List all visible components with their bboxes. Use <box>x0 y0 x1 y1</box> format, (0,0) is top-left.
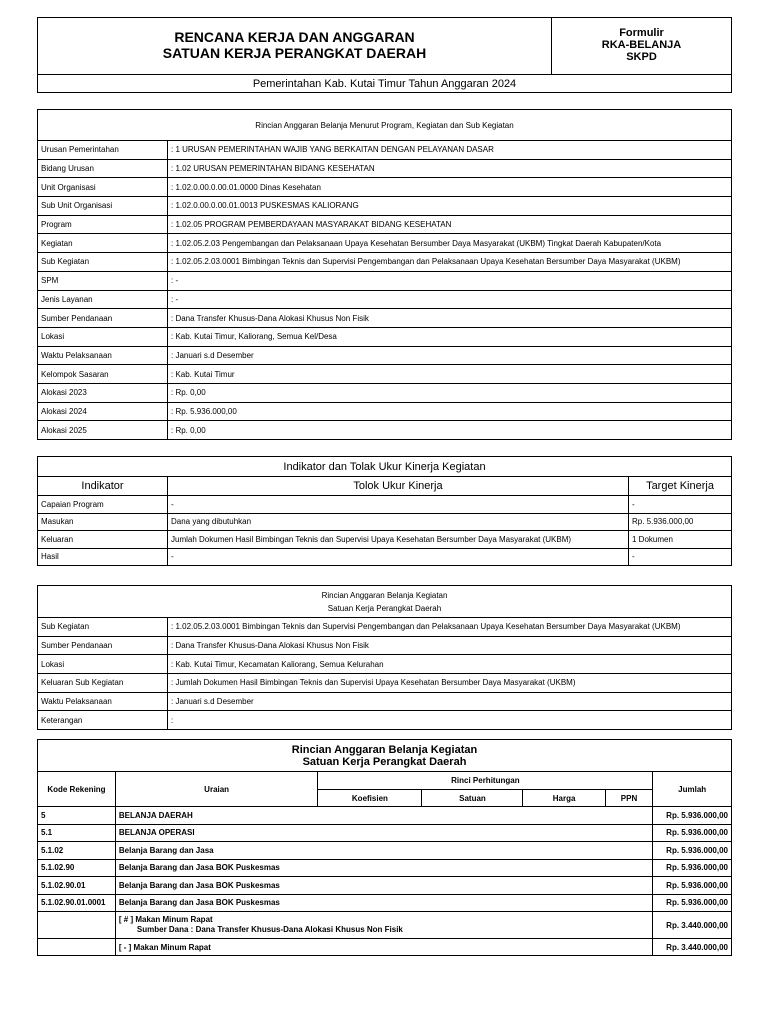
col-satuan: Satuan <box>422 790 523 807</box>
uraian-cell: BELANJA DAERAH <box>115 807 652 825</box>
belanja-row <box>38 877 732 895</box>
uraian-cell: Belanja Barang dan Jasa BOK Puskesmas <box>115 859 652 877</box>
target-cell: - <box>629 548 732 566</box>
rincian-kegiatan-title <box>38 586 732 618</box>
info-label: Lokasi <box>38 655 168 674</box>
jumlah-cell: Rp. 5.936.000,00 <box>653 894 732 912</box>
col-uraian: Uraian <box>115 772 317 807</box>
info-row <box>38 215 732 234</box>
info-value: : Rp. 0,00 <box>168 421 732 440</box>
info-row <box>38 402 732 421</box>
belanja-row <box>38 807 732 825</box>
belanja-row <box>38 859 732 877</box>
info-label: SPM <box>38 271 168 290</box>
kode-rekening-cell: 5.1.02.90.01.0001 <box>38 894 116 912</box>
info-row <box>38 421 732 440</box>
document-subtitle: Pemerintahan Kab. Kutai Timur Tahun Anggaran 2024 <box>38 74 731 93</box>
indikator-row <box>38 513 732 531</box>
belanja-row <box>38 842 732 860</box>
info-value: : 1.02.05 PROGRAM PEMBERDAYAAN MASYARAKAT BIDANG KESEHATAN <box>168 215 732 234</box>
info-value: : Januari s.d Desember <box>168 692 732 711</box>
info-row <box>38 383 732 402</box>
info-row <box>38 711 732 730</box>
rincian-kegiatan-title-line-1: Rincian Anggaran Belanja Kegiatan <box>321 590 448 600</box>
info-value: : 1 URUSAN PEMERINTAHAN WAJIB YANG BERKAITAN DENGAN PELAYANAN DASAR <box>168 141 732 160</box>
uraian-cell: [ - ] Makan Minum Rapat <box>115 939 652 956</box>
info-row <box>38 365 732 384</box>
rincian-program-title: Rincian Anggaran Belanja Menurut Program, Kegiatan dan Sub Kegiatan <box>38 110 732 141</box>
info-label: Jenis Layanan <box>38 290 168 309</box>
info-value: : 1.02.05.2.03.0001 Bimbingan Teknis dan Supervisi Pengembangan dan Pelaksanaan Upaya Kesehatan Bersumber Daya Masyarakat (UKBM) <box>168 618 732 637</box>
target-cell: 1 Dokumen <box>629 531 732 549</box>
info-value: : 1.02 URUSAN PEMERINTAHAN BIDANG KESEHATAN <box>168 159 732 178</box>
target-cell: - <box>629 496 732 514</box>
info-label: Sub Kegiatan <box>38 253 168 272</box>
info-label: Keterangan <box>38 711 168 730</box>
kode-rekening-cell: 5.1.02 <box>38 842 116 860</box>
rincian-kegiatan-title-line-2: Satuan Kerja Perangkat Daerah <box>327 603 442 613</box>
rincian-program-section <box>37 109 732 440</box>
info-label: Lokasi <box>38 327 168 346</box>
indikator-row <box>38 548 732 566</box>
info-value: : 1.02.05.2.03.0001 Bimbingan Teknis dan Supervisi Pengembangan dan Pelaksanaan Upaya Kesehatan Bersumber Daya Masyarakat (UKBM) <box>168 253 732 272</box>
info-value: : Kab. Kutai Timur <box>168 365 732 384</box>
jumlah-cell: Rp. 5.936.000,00 <box>653 824 732 842</box>
indikator-cell: Hasil <box>38 548 168 566</box>
info-value: : 1.02.0.00.0.00.01.0013 PUSKESMAS KALIORANG <box>168 197 732 216</box>
info-row <box>38 290 732 309</box>
col-ppn: PPN <box>605 790 653 807</box>
info-row <box>38 655 732 674</box>
info-value: : Rp. 0,00 <box>168 383 732 402</box>
belanja-title-line-2: Satuan Kerja Perangkat Daerah <box>302 755 467 768</box>
uraian-cell <box>115 912 652 939</box>
col-tolok-ukur: Tolok Ukur Kinerja <box>168 477 629 496</box>
kode-rekening-cell: 5.1 <box>38 824 116 842</box>
indikator-cell: Masukan <box>38 513 168 531</box>
jumlah-cell: Rp. 3.440.000,00 <box>653 912 732 939</box>
jumlah-cell: Rp. 5.936.000,00 <box>653 877 732 895</box>
col-indikator: Indikator <box>38 477 168 496</box>
info-value: : Jumlah Dokumen Hasil Bimbingan Teknis dan Supervisi Upaya Kesehatan Bersumber Daya Masyarakat (UKBM) <box>168 674 732 693</box>
info-row <box>38 178 732 197</box>
info-label: Kegiatan <box>38 234 168 253</box>
form-line-2: RKA-BELANJA <box>601 39 682 51</box>
info-label: Sumber Pendanaan <box>38 636 168 655</box>
info-value: : Kab. Kutai Timur, Kaliorang, Semua Kel/Desa <box>168 327 732 346</box>
uraian-cell: BELANJA OPERASI <box>115 824 652 842</box>
tolok-ukur-cell: - <box>168 496 629 514</box>
indikator-row <box>38 531 732 549</box>
belanja-table <box>37 739 732 956</box>
info-value: : Kab. Kutai Timur, Kecamatan Kaliorang, Semua Kelurahan <box>168 655 732 674</box>
info-label: Keluaran Sub Kegiatan <box>38 674 168 693</box>
info-value: : Dana Transfer Khusus-Dana Alokasi Khusus Non Fisik <box>168 309 732 328</box>
col-jumlah: Jumlah <box>653 772 732 807</box>
col-harga: Harga <box>523 790 605 807</box>
document-title <box>38 18 552 74</box>
tolok-ukur-cell: Dana yang dibutuhkan <box>168 513 629 531</box>
info-label: Sub Kegiatan <box>38 618 168 637</box>
belanja-sub-row <box>38 939 732 956</box>
info-label: Alokasi 2023 <box>38 383 168 402</box>
info-value: : Januari s.d Desember <box>168 346 732 365</box>
info-label: Sub Unit Organisasi <box>38 197 168 216</box>
info-label: Kelompok Sasaran <box>38 365 168 384</box>
info-row <box>38 253 732 272</box>
indikator-section <box>37 456 732 566</box>
info-label: Bidang Urusan <box>38 159 168 178</box>
info-label: Program <box>38 215 168 234</box>
belanja-row <box>38 894 732 912</box>
form-code <box>552 18 731 74</box>
indikator-title: Indikator dan Tolak Ukur Kinerja Kegiatan <box>38 457 732 477</box>
rincian-kegiatan-table <box>37 585 732 730</box>
indikator-row <box>38 496 732 514</box>
info-row <box>38 346 732 365</box>
kode-rekening-cell: 5.1.02.90.01 <box>38 877 116 895</box>
info-row <box>38 636 732 655</box>
col-koefisien: Koefisien <box>318 790 422 807</box>
group-sumber-dana: Sumber Dana : Dana Transfer Khusus-Dana Alokasi Khusus Non Fisik <box>136 925 403 934</box>
info-label: Urusan Pemerintahan <box>38 141 168 160</box>
info-value: : Dana Transfer Khusus-Dana Alokasi Khusus Non Fisik <box>168 636 732 655</box>
belanja-title <box>38 740 732 772</box>
info-value: : 1.02.05.2.03 Pengembangan dan Pelaksanaan Upaya Kesehatan Bersumber Daya Masyarakat (UKBM) Tingkat Daerah Kabupaten/Kota <box>168 234 732 253</box>
rincian-kegiatan-section <box>37 585 732 730</box>
info-label: Alokasi 2024 <box>38 402 168 421</box>
info-row <box>38 327 732 346</box>
info-value: : - <box>168 290 732 309</box>
uraian-cell: Belanja Barang dan Jasa <box>115 842 652 860</box>
jumlah-cell: Rp. 3.440.000,00 <box>653 939 732 956</box>
tolok-ukur-cell: - <box>168 548 629 566</box>
kode-rekening-cell: 5.1.02.90 <box>38 859 116 877</box>
belanja-group-row <box>38 912 732 939</box>
indikator-cell: Capaian Program <box>38 496 168 514</box>
info-row <box>38 234 732 253</box>
kode-rekening-cell: 5 <box>38 807 116 825</box>
info-row <box>38 141 732 160</box>
info-row <box>38 271 732 290</box>
kode-rekening-cell <box>38 912 116 939</box>
form-line-1: Formulir <box>619 27 664 39</box>
jumlah-cell: Rp. 5.936.000,00 <box>653 807 732 825</box>
title-line-1: RENCANA KERJA DAN ANGGARAN <box>174 29 415 45</box>
belanja-section <box>37 739 732 956</box>
uraian-cell: Belanja Barang dan Jasa BOK Puskesmas <box>115 894 652 912</box>
info-value: : Rp. 5.936.000,00 <box>168 402 732 421</box>
info-row <box>38 197 732 216</box>
belanja-title-line-1: Rincian Anggaran Belanja Kegiatan <box>291 743 478 756</box>
document-header <box>37 17 732 93</box>
info-row <box>38 692 732 711</box>
info-row <box>38 618 732 637</box>
title-line-2: SATUAN KERJA PERANGKAT DAERAH <box>162 45 427 61</box>
info-row <box>38 309 732 328</box>
info-label: Waktu Pelaksanaan <box>38 346 168 365</box>
col-target-kinerja: Target Kinerja <box>629 477 732 496</box>
kode-rekening-cell <box>38 939 116 956</box>
info-label: Sumber Pendanaan <box>38 309 168 328</box>
tolok-ukur-cell: Jumlah Dokumen Hasil Bimbingan Teknis dan Supervisi Upaya Kesehatan Bersumber Daya Masyarakat (UKBM) <box>168 531 629 549</box>
rincian-program-table <box>37 109 732 440</box>
indikator-table <box>37 456 732 566</box>
info-label: Alokasi 2025 <box>38 421 168 440</box>
uraian-cell: Belanja Barang dan Jasa BOK Puskesmas <box>115 877 652 895</box>
info-label: Waktu Pelaksanaan <box>38 692 168 711</box>
jumlah-cell: Rp. 5.936.000,00 <box>653 859 732 877</box>
belanja-row <box>38 824 732 842</box>
col-rinci-perhitungan: Rinci Perhitungan <box>318 772 653 790</box>
info-row <box>38 674 732 693</box>
form-line-3: SKPD <box>626 51 657 63</box>
target-cell: Rp. 5.936.000,00 <box>629 513 732 531</box>
info-row <box>38 159 732 178</box>
info-value: : 1.02.0.00.0.00.01.0000 Dinas Kesehatan <box>168 178 732 197</box>
group-title: [ # ] Makan Minum Rapat <box>118 915 213 924</box>
info-value: : <box>168 711 732 730</box>
jumlah-cell: Rp. 5.936.000,00 <box>653 842 732 860</box>
info-label: Unit Organisasi <box>38 178 168 197</box>
col-kode-rekening: Kode Rekening <box>38 772 116 807</box>
indikator-cell: Keluaran <box>38 531 168 549</box>
info-value: : - <box>168 271 732 290</box>
